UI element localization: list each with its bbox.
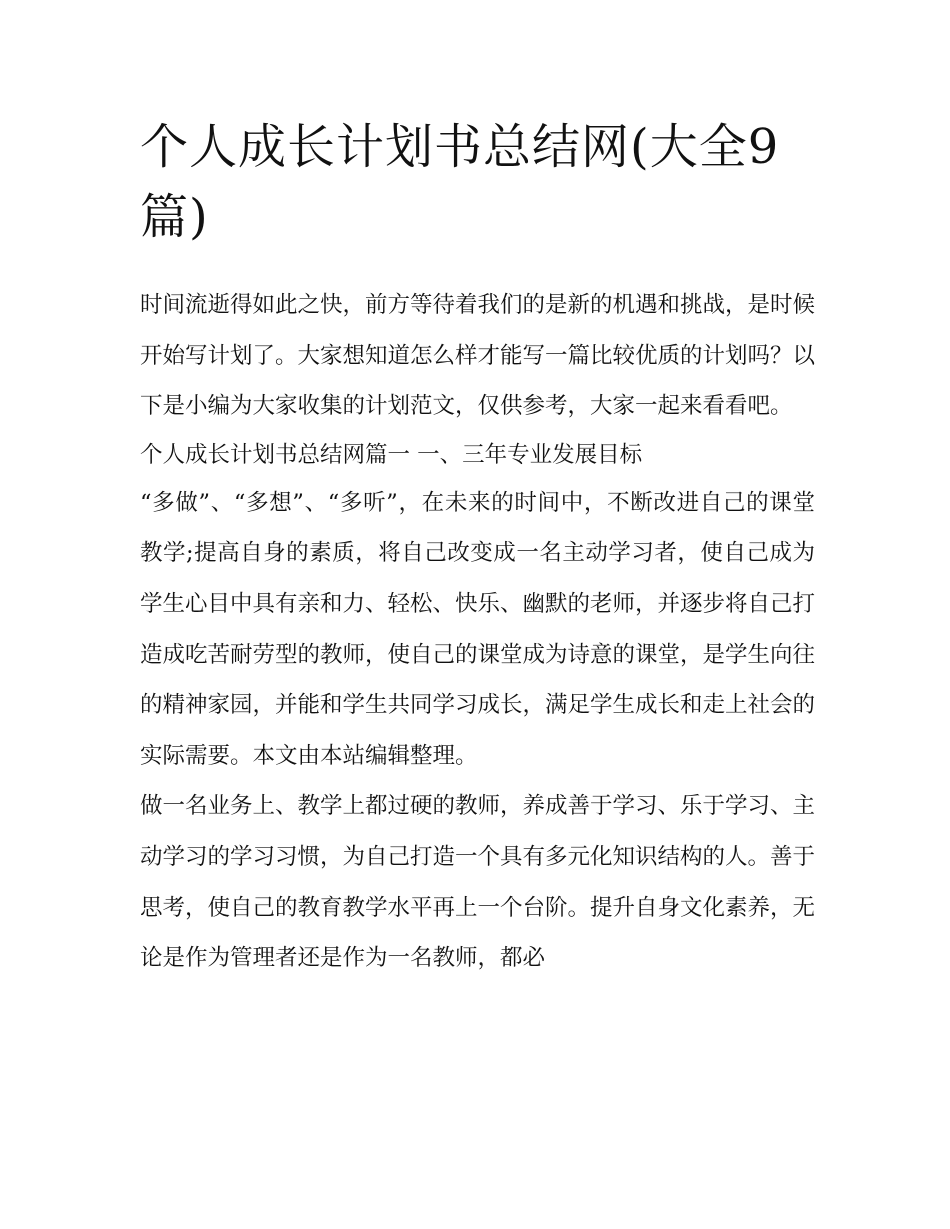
- document-title: 个人成长计划书总结网(大全9篇): [140, 119, 780, 245]
- document-body: [140, 280, 815, 984]
- section-heading: 个人成长计划书总结网篇一 一、三年专业发展目标: [140, 441, 643, 468]
- intro-paragraph: 时间流逝得如此之快，前方等待着我们的是新的机遇和挑战，是时候开始写计划了。大家想知道怎么样才能写一篇比较优质的计划吗？以下是小编为大家收集的计划范文，仅供参考，大家一起来看看吧。: [140, 292, 816, 420]
- body-paragraph: “多做”、“多想”、“多听”，在未来的时间中，不断改进自己的课堂教学;提高自身的素质，将自己改变成一名主动学习者，使自己成为学生心目中具有亲和力、轻松、快乐、幽默的老师，并逐步将自己打造成吃苦耐劳型的教师，使自己的课堂成为诗意的课堂，是学生向往的精神家园，并能和学生共同学习成长，满足学生成长和走上社会的实际需要。本文由本站编辑整理。: [140, 489, 816, 769]
- body-paragraph: 做一名业务上、教学上都过硬的教师，养成善于学习、乐于学习、主动学习的学习习惯，为自己打造一个具有多元化知识结构的人。善于思考，使自己的教育教学水平再上一个台阶。提升自身文化素养，无论是作为管理者还是作为一名教师，都必: [140, 793, 816, 972]
